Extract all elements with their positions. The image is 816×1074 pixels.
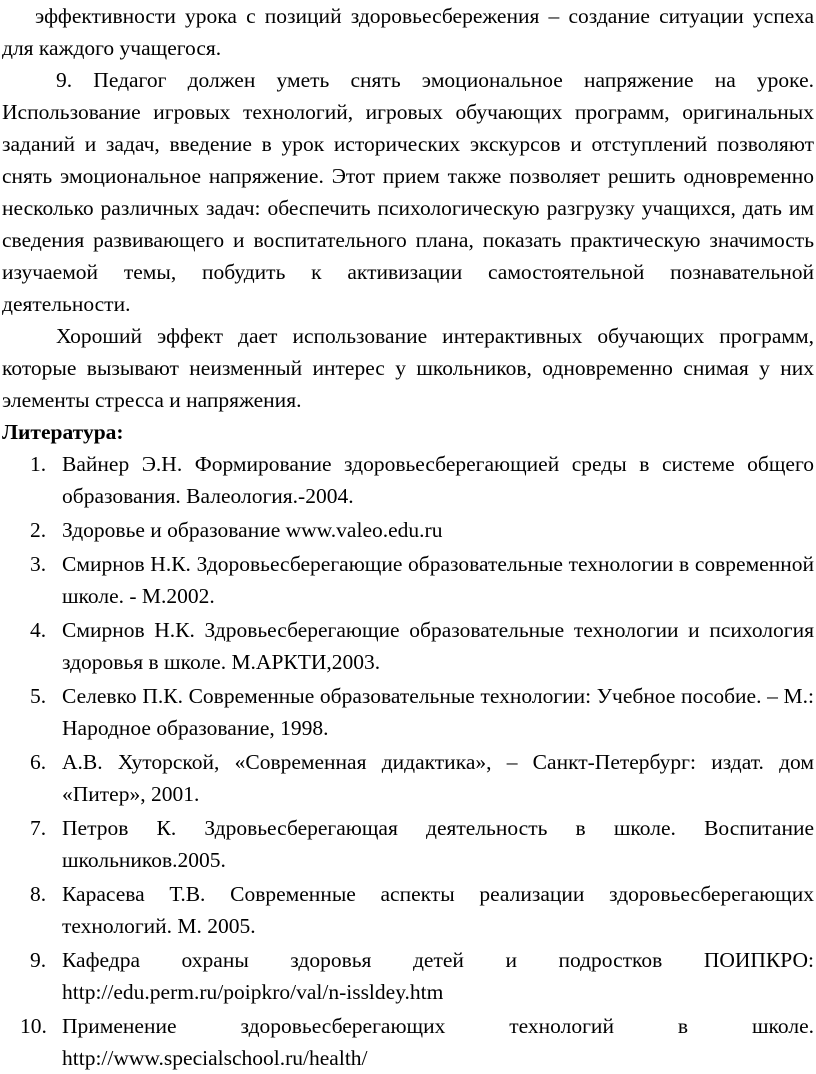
list-item-number: 6. xyxy=(30,750,47,774)
list-item xyxy=(2,548,814,612)
list-item-text: Вайнер Э.Н. Формирование здоровьесберегающией среды в системе общего образования. Валеология.-2004. xyxy=(62,452,814,508)
literature-heading: Литература: xyxy=(2,420,124,444)
list-item-text: Петров К. Здровьесберегающая деятельность в школе. Воспитание школьников.2005. xyxy=(62,816,814,872)
list-item-text: Применение здоровьесберегающих технологий в школе. http://www.specialschool.ru/health/ xyxy=(62,1014,814,1070)
list-item-number: 10. xyxy=(20,1014,47,1038)
list-item xyxy=(2,448,814,512)
list-item-number: 4. xyxy=(30,618,47,642)
list-item xyxy=(2,614,814,678)
list-item-text: Селевко П.К. Современные образовательные технологии: Учебное пособие. – М.: Народное образование, 1998. xyxy=(62,684,814,740)
list-item xyxy=(2,812,814,876)
paragraph-item-9: 9. Педагог должен уметь снять эмоциональное напряжение на уроке. Использование игровых технологий, игровых обучающих программ, оригинальных заданий и задач, введение в урок исторических экскурсов и отступлений позволяют снять эмоциональное напряжение. Этот прием также позволяет решить одновременно несколько различных задач: обеспечить психологическую разгрузку учащихся, дать им сведения развивающего и воспитательного плана, показать практическую значимость изучаемой темы, побудить к активизации самостоятельной познавательной деятельности. xyxy=(2,68,814,316)
list-item xyxy=(2,514,814,546)
list-item-text: Смирнов Н.К. Здровьесберегающие образовательные технологии и психология здоровья в школе. М.АРКТИ,2003. xyxy=(62,618,814,674)
list-item xyxy=(2,944,814,1008)
list-item-number: 5. xyxy=(30,684,47,708)
literature-list xyxy=(2,448,814,1074)
list-item xyxy=(2,878,814,942)
list-item-number: 2. xyxy=(30,518,47,542)
list-item-number: 8. xyxy=(30,882,47,906)
list-item-text: Кафедра охраны здоровья детей и подростков ПОИПКРО: http://edu.perm.ru/poipkro/val/n-issldey.htm xyxy=(62,948,814,1004)
list-item-number: 3. xyxy=(30,552,47,576)
list-item-text: Смирнов Н.К. Здоровьесберегающие образовательные технологии в современной школе. - М.2002. xyxy=(62,552,814,608)
list-item xyxy=(2,680,814,744)
list-item-number: 1. xyxy=(30,452,47,476)
paragraph-continuation: эффективности урока с позиций здоровьесбережения – создание ситуации успеха для каждого учащегося. xyxy=(2,4,814,60)
list-item-number: 7. xyxy=(30,816,47,840)
list-item-text: Здоровье и образование www.valeo.edu.ru xyxy=(62,518,443,542)
paragraph-interactive-programs: Хороший эффект дает использование интерактивных обучающих программ, которые вызывают неизменный интерес у школьников, одновременно снимая у них элементы стресса и напряжения. xyxy=(2,324,814,412)
list-item-text: А.В. Хуторской, «Современная дидактика», – Санкт-Петербург: издат. дом «Питер», 2001. xyxy=(62,750,814,806)
list-item xyxy=(2,746,814,810)
list-item-number: 9. xyxy=(30,948,47,972)
list-item-text: Карасева Т.В. Современные аспекты реализации здоровьесберегающих технологий. М. 2005. xyxy=(62,882,814,938)
list-item xyxy=(2,1010,814,1074)
